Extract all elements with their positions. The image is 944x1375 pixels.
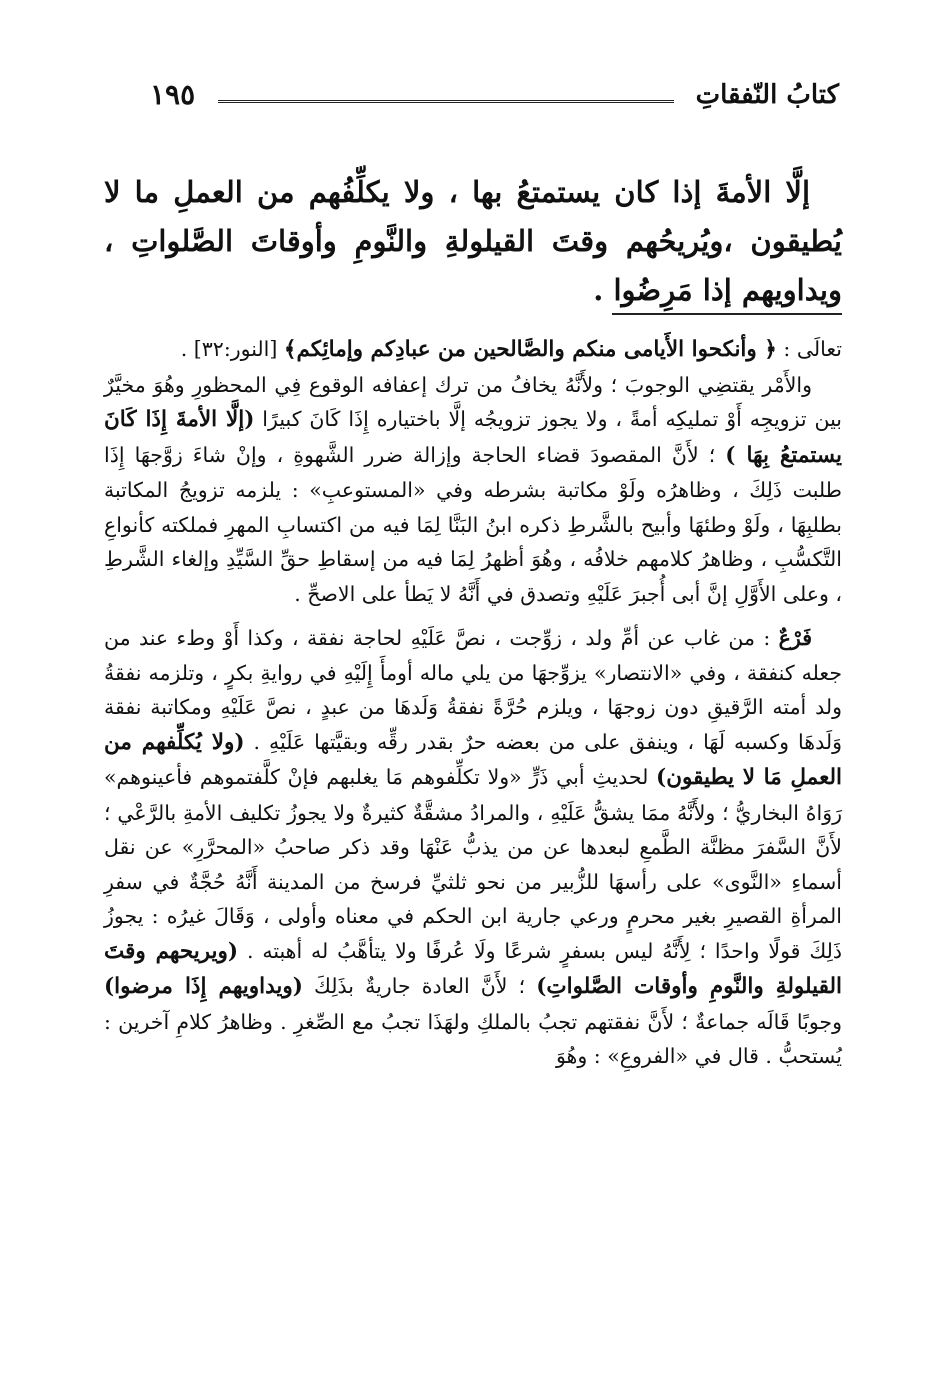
matn-quote: (ولا يُكلِّفهم من العملِ مَا لا يطيقون) bbox=[104, 729, 843, 790]
footnote-separator bbox=[612, 313, 842, 315]
commentary-text: : من غاب عن أمِّ ولد ، زوِّجت ، نصَّ عَلَيْهِ لحاجة نفقة ، وكذا أَوْ وطء عند من جعله كنفقة ، وفي «الانتصار» يزوِّجهَا من يلي ماله أومأَ إِلَيْهِ في روايةِ بكرٍ ، وتلزمه نفقةُ ولد أمته الرَّقيقِ دون زوجهَا ، ويلزم حُرَّةً نفقةُ وَلَدهَا من عبدٍ ، نصَّ عَلَيْهِ ومكاتبة نفقة وَلَدهَا وكسبه لَهَا ، وينفق على من بعضه حرٌ بقدر رقِّه وبقيَّتها عَلَيْهِ . bbox=[104, 626, 842, 754]
commentary-text: ؛ لأَنَّ العادة جاريةٌ بذَلِكَ bbox=[302, 974, 537, 998]
commentary-text: وجوبًا قَالَه جماعةٌ ؛ لأَنَّ نفقتهم تجبُ بالملكِ ولهَذَا تجبُ مع الصِّغرِ . وظاهرُ كلامِ آخرين : يُستحبُّ . قال في «الفروعِ» : وهُوَ bbox=[104, 1009, 842, 1068]
page-number: ١٩٥ bbox=[150, 78, 196, 111]
commentary bbox=[104, 332, 842, 1074]
matn-quote: (ويريحهم وقتَ القيلولةِ والنَّومِ وأوقات الصَّلواتِ) bbox=[104, 938, 843, 999]
quran-reference: [النور:٣٢] . bbox=[180, 337, 284, 361]
commentary-text: والأَمْر يقتضِي الوجوبَ ؛ ولأَنَّهُ يخافُ من ترك إعفافه الوقوع فِي المحظورِ وهُوَ مخيَّرٌ بين تزويجِه أَوْ تمليكِه أمةً ، ولا يجوز تزويجُه إلَّا باختياره إِذَا كَانَ كبيرًا bbox=[104, 372, 842, 431]
section-marker: فَرْعٌ bbox=[778, 626, 812, 650]
quran-quote: ﴿ وأنكحوا الأَيامى منكم والصَّالحين من عبادِكم وإمائِكم﴾ bbox=[283, 337, 777, 362]
matn-quote: (ويداويهم إِذَا مرضوا) bbox=[104, 974, 303, 999]
commentary-paragraph-2 bbox=[104, 368, 842, 612]
commentary-text: ؛ لأَنَّ المقصودَ قضاء الحاجة وإزالة ضرر الشَّهوةِ ، وإنْ شاءَ زوَّجهَا إِذَا طلبت ذَلِكَ ، وظاهرُه ولَوْ مكاتبة بشرطه وفي «المستوعبِ» : يلزمه تزويجُ المكاتبة بطلبِهَا ، ولَوْ وطئهَا وأبيح بالشَّرطِ ذكره ابنُ البَنَّا لِمَا فيه من اكتسابِ المهرِ فملكته كأنواعِ التَّكسُّبِ ، وظاهرُ كلامهم خلافُه ، وهُوَ أظهرُ لِمَا فيه من إسقاطِ حقِّ السَّيِّدِ وإلغاء الشَّرطِ ، وعلى الأَوَّلِ إنَّ أبى أُجبرَ عَلَيْهِ وتصدق في أَنَّهُ لا يَطأ على الاصحِّ . bbox=[104, 442, 842, 606]
commentary-text: لحديثِ أبي ذَرٍّ «ولا تكلِّفوهم مَا يغلبهم فإنْ كلَّفتموهم فأعينوهم» رَوَاهُ البخاريُّ ؛ ولأَنَّهُ ممَا يشقُّ عَلَيْهِ ، والمرادُ مشقَّةٌ كثيرةٌ ولا يجوزُ تكليف الأمةِ بالرَّعْي ؛ لأَنَّ السَّفرَ مظنَّة الطَّمعِ لبعدها عن من يذبُّ عَنْهَا وقد ذكر صاحبُ «المحرَّرِ» عن نقل أسماءِ «النَّوى» على رأسهَا للزُّبير من نحو ثلثيِّ فرسخ من المدينة أَنَّهُ حُجَّةٌ في سفرِ المرأةِ القصيرِ بغير محرمٍ ورعي جارية ابن الحكم في معناه وأولى ، وَقَالَ غيرُه : يجوزُ ذَلِكَ قولًا واحدًا ؛ لِأَنَّهُ ليس بسفرٍ شرعًا ولَا عُرفًا ولا يتأهَّبُ له أهبته . bbox=[104, 765, 842, 963]
main-text-paragraph: إلَّا الأمةَ إذا كان يستمتعُ بها ، ولا يكلِّفُهم من العملِ ما لا يُطيقون ،ويُريحُهم وقتَ القيلولةِ والنَّومِ وأوقاتَ الصَّلواتِ ، ويداويهم إذا مَرِضُوا . bbox=[104, 175, 842, 307]
header-rule bbox=[218, 100, 674, 103]
page-header bbox=[150, 78, 839, 118]
commentary-paragraph-3 bbox=[104, 621, 842, 1074]
running-title: كتابُ النّفقاتِ bbox=[695, 80, 839, 110]
main-text bbox=[104, 168, 842, 315]
commentary-text: تعالَى : bbox=[776, 337, 842, 361]
matn-quote: (إلَّا الأمةَ إِذَا كَانَ يستمتعُ بِهَا ) bbox=[104, 407, 842, 468]
commentary-paragraph-1 bbox=[104, 332, 842, 368]
